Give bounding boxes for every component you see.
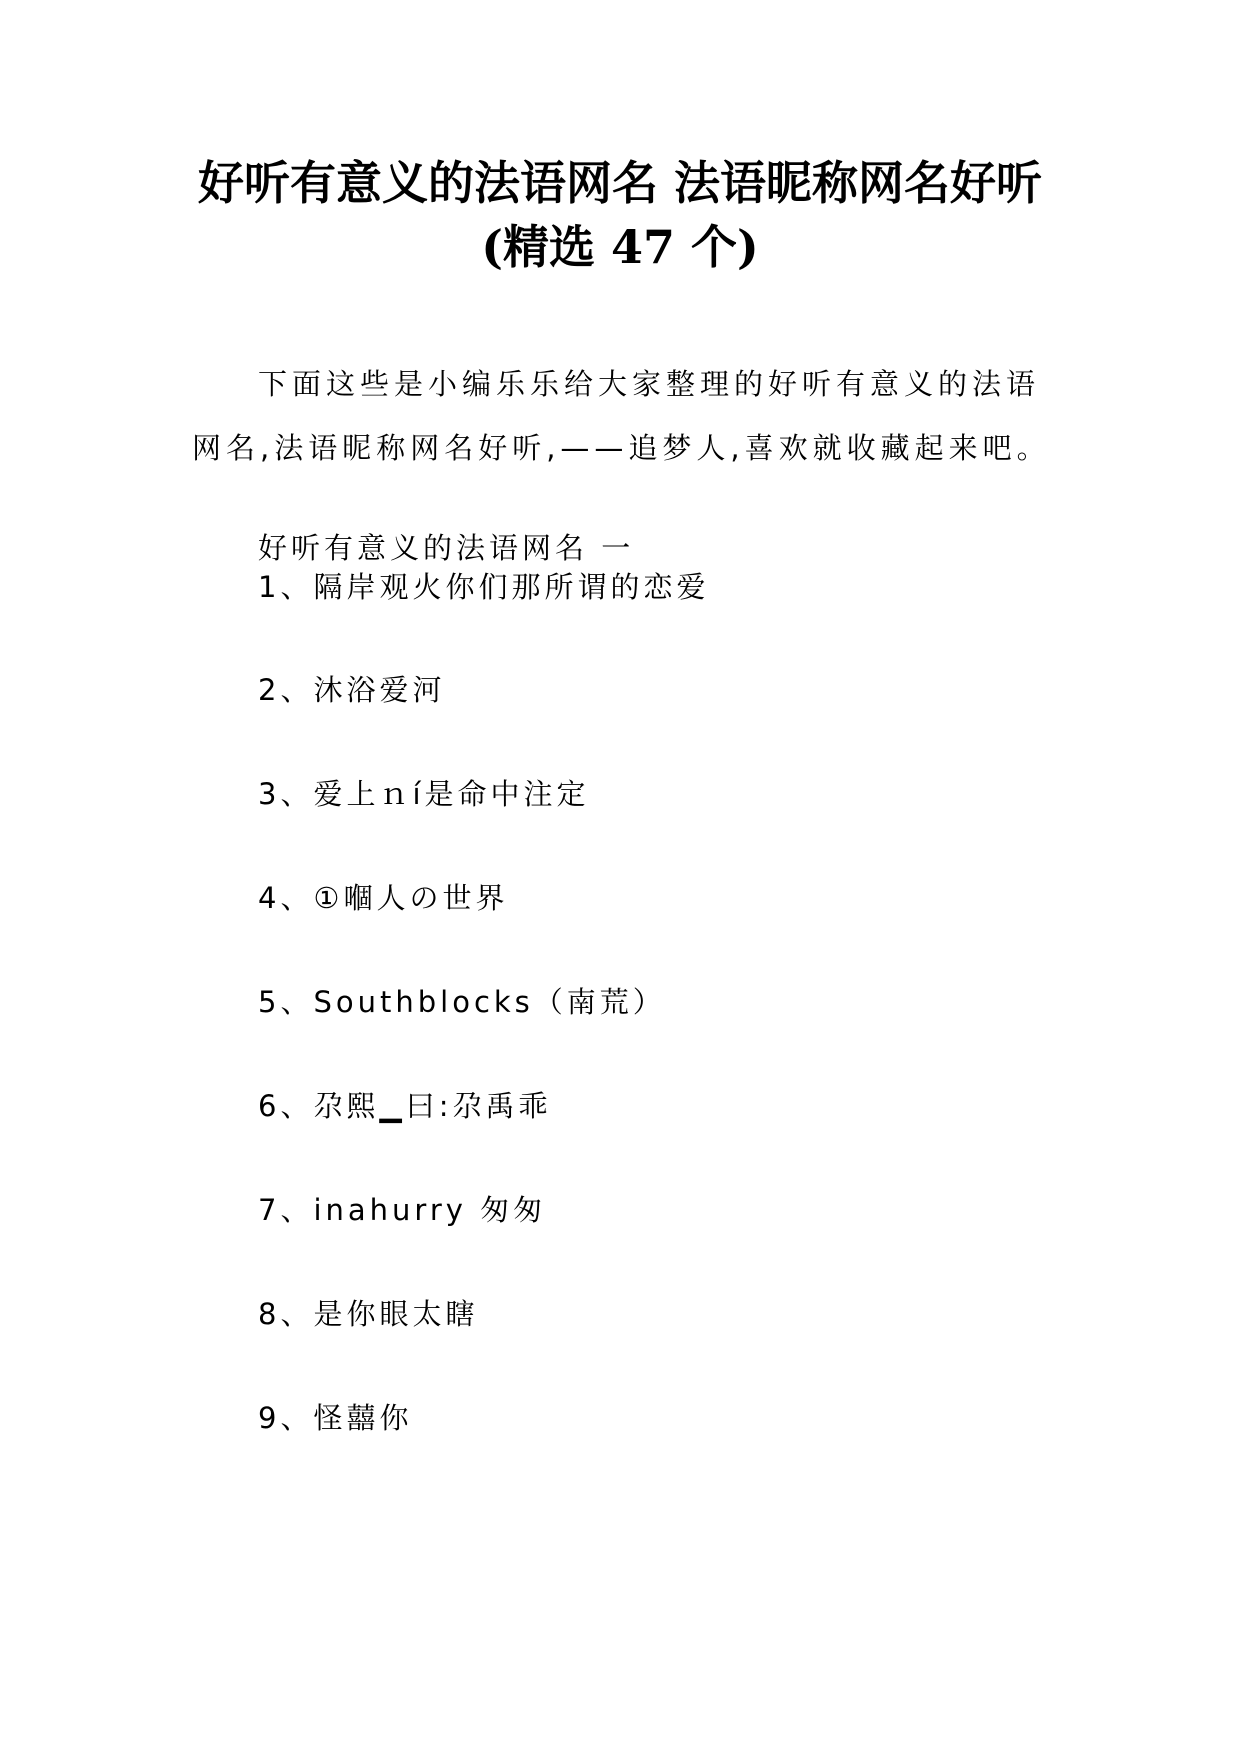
list-item: 1、隔岸观火你们那所谓的恋爱 <box>258 570 710 604</box>
list-item: 8、是你眼太瞎 <box>258 1297 479 1331</box>
list-item: 9、怪囍你 <box>258 1401 413 1435</box>
list-item: 5、Southblocks（南荒） <box>258 985 666 1019</box>
document-title-line-1: 好听有意义的法语网名 法语昵称网名好听 <box>197 156 1042 210</box>
list-item: 4、①嗰人の世界 <box>258 881 509 915</box>
intro-paragraph-line-2: 网名,法语昵称网名好听,——追梦人,喜欢就收藏起来吧。 <box>192 431 1051 465</box>
list-item: 7、inahurry 匆匆 <box>258 1193 547 1227</box>
section-heading: 好听有意义的法语网名 一 <box>258 531 635 565</box>
list-item: 2、沐浴爱河 <box>258 673 446 707</box>
intro-paragraph-line-1: 下面这些是小编乐乐给大家整理的好听有意义的法语 <box>258 367 1041 401</box>
list-item: 6、尕熙▁曰:尕禹乖 <box>258 1089 552 1123</box>
document-title-line-2: (精选 47 个) <box>481 220 759 274</box>
list-item: 3、爱上ｎí是命中注定 <box>258 777 590 811</box>
